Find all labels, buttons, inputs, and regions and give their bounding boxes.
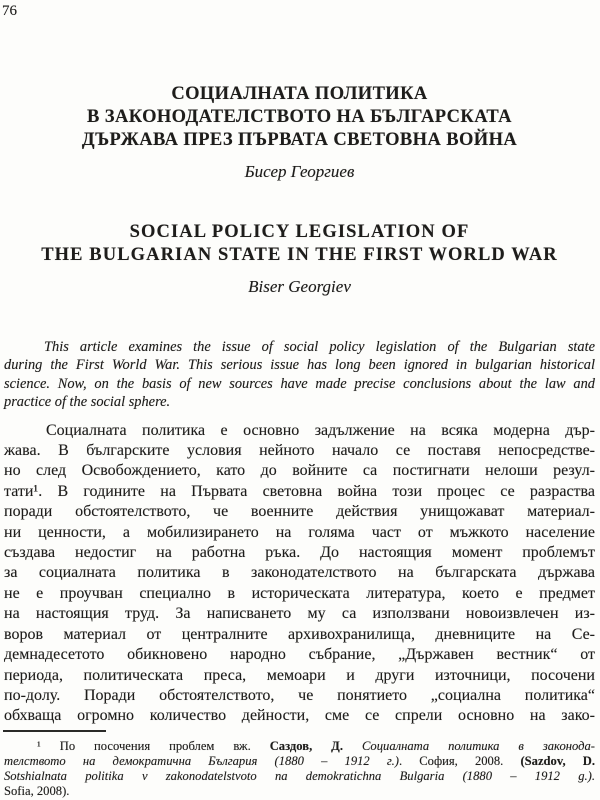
author-english: Biser Georgiev (248, 277, 351, 296)
footnote-line (4, 739, 595, 754)
author-bulgarian: Бисер Георгиев (244, 162, 355, 181)
title-english (4, 221, 595, 267)
body-line: поради обстоятелството, че военните действия унищожават материал- (4, 503, 595, 521)
footnote-line (4, 784, 595, 799)
body-line: жава. В българските условия нейното начало се поставя непосредстве- (4, 442, 595, 460)
body-line: но след Освобождението, като до войните са постигнати нелоши резул- (4, 462, 595, 480)
body-line: ни ценности, а мобилизирането на голяма част от мъжкото население (4, 523, 595, 541)
title-line-bulgarian: ДЪРЖАВА ПРЕЗ ПЪРВАТА СВЕТОВНА ВОЙНА (81, 130, 518, 150)
abstract-line: during the First World War. This serious issue has long been ignored in bulgarian historical (4, 357, 595, 374)
body-line: периода, политическата преса, мемоари и други източници, посочени (4, 666, 595, 684)
text-segment: (Sazdov, D. (520, 753, 596, 768)
body-line: създава недостиг на работна ръка. До настоящия момент проблемът (4, 544, 595, 562)
title-line-bulgarian: СОЦИАЛНАТА ПОЛИТИКА (171, 84, 428, 104)
text-segment: телството на демократична България (1880 – 1912 г.) (4, 753, 399, 768)
footnote-line (4, 769, 595, 784)
body-line: демнадесетото обикновено народно събрание, „Държавен вестник“ от (4, 646, 595, 664)
abstract-line: This article examines the issue of social policy legislation of the Bulgarian state (44, 339, 595, 355)
text-segment: Социалната политика в законода- (361, 738, 595, 753)
footnote-line (4, 754, 595, 769)
title-line-english: SOCIAL POLICY LEGISLATION OF (129, 222, 470, 242)
body-line: не е проучван специално в историческата литература, което е предмет (4, 584, 595, 602)
abstract-line: science. Now, on the basis of new sources have made precise conclusions about the law and (4, 375, 595, 392)
body-line: за социалната политика в законодателството на българската държава (4, 564, 595, 582)
footnote (4, 739, 595, 800)
title-line-english: THE BULGARIAN STATE IN THE FIRST WORLD WAR (41, 245, 558, 265)
page-number: 76 (2, 3, 17, 19)
footnote-separator (3, 730, 106, 732)
text-segment: Саздов, Д. (269, 738, 362, 753)
body-line: на настоящия труд. За написването му са използвани новоизвлечен из- (4, 605, 595, 623)
body-line: Социалната политика е основно задължение на всяка модерна дър- (46, 421, 595, 439)
body-line: тати¹. В годините на Първата световна война този процес се разраства (4, 482, 595, 500)
abstract-line: practice of the social sphere. (4, 394, 171, 411)
title-bulgarian (4, 83, 595, 152)
body-line: по-долу. Поради обстоятелството, че понятието „социална политика“ (4, 686, 595, 704)
title-line-bulgarian: В ЗАКОНОДАТЕЛСТВОТО НА БЪЛГАРСКАТА (87, 107, 512, 127)
text-segment: ¹ По посочения проблем вж. (37, 738, 270, 753)
text-segment: Sotshialnata politika v zakonodatelstvoto na demokratichna Bulgaria (1880 – 1912 g.). (4, 769, 595, 784)
body-paragraph (4, 421, 595, 727)
text-segment: Sofia, 2008). (4, 784, 70, 799)
body-line: обхваща огромно количество дейности, сме се спрели основно на зако- (4, 707, 595, 725)
abstract (4, 338, 595, 412)
body-line: воров материал от централните архивохранилища, дневниците на Се- (4, 625, 595, 643)
text-segment: . София, 2008. (398, 753, 521, 768)
